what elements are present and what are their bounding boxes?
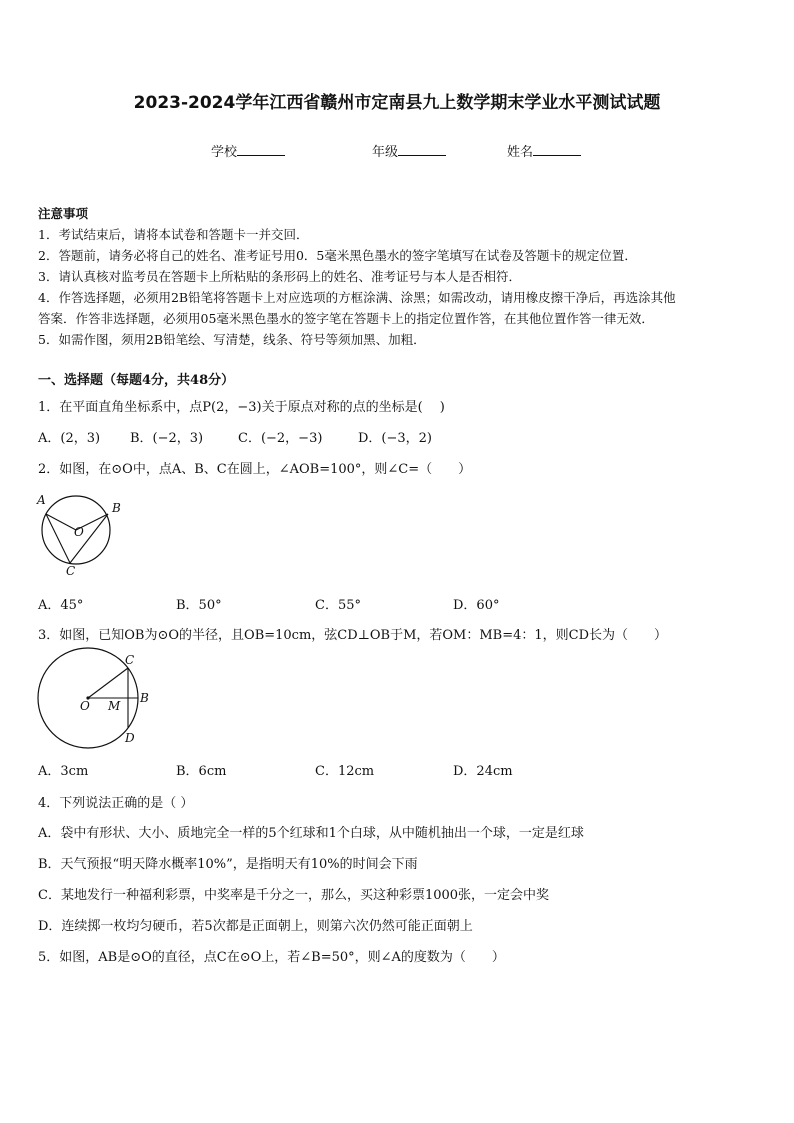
q3-segment-oc [88,668,128,698]
q1-option-a: A．(2，3) [38,431,101,446]
q2-option-b: B．50° [176,598,222,613]
q3-option-d: D．24cm [453,764,513,779]
name-field: 姓名 [507,141,581,160]
grade-blank [398,143,446,156]
q3-label-o: O [80,699,90,713]
note-item: 2．答题前，请务必将自己的姓名、准考证号用0．5毫米黑色墨水的签字笔填写在试卷及答题卡的规定位置． [38,248,637,263]
q2-label-a: A [37,493,46,507]
q2-circle-figure [34,488,124,578]
school-blank [237,143,285,156]
q2-label-o: O [74,525,84,539]
q1-stem: 1．在平面直角坐标系中，点P(2，−3)关于原点对称的点的坐标是( ) [38,400,445,415]
q2-label-c: C [66,564,76,578]
q3-option-b: B．6cm [176,764,227,779]
q2-segment-ac [46,514,70,563]
q3-stem: 3．如图，已知OB为⊙O的半径，且OB=10cm，弦CD⊥OB于M，若OM：MB=4：1，则CD长为（ ） [38,628,668,643]
q1-option-b: B．(−2，3) [130,431,204,446]
q2-option-d: D．60° [453,598,500,613]
exam-title: 2023-2024学年江西省赣州市定南县九上数学期末学业水平测试试题 [133,93,661,113]
q1-option-d: D．(−3，2) [358,431,433,446]
student-info-row [0,141,794,161]
q2-label-b: B [112,501,121,515]
name-blank [533,143,581,156]
q3-label-m: M [108,699,121,713]
q4-option-b: B．天气预报“明天降水概率10%”，是指明天有10%的时间会下雨 [38,857,418,872]
notes-heading: 注意事项 [38,206,89,221]
q4-option-d: D．连续掷一枚均匀硬币，若5次都是正面朝上，则第六次仍然可能正面朝上 [38,919,473,934]
section-heading-choice: 一、选择题（每题4分，共48分） [38,373,235,388]
q2-stem: 2．如图，在⊙O中，点A、B、C在圆上，∠AOB=100°，则∠C=（ ） [38,462,472,477]
grade-field: 年级 [372,141,446,160]
q4-stem: 4．下列说法正确的是（ ） [38,796,194,811]
q5-stem: 5．如图，AB是⊙O的直径，点C在⊙O上，若∠B=50°，则∠A的度数为（ ） [38,950,505,965]
q3-option-c: C．12cm [315,764,375,779]
q1-option-c: C．(−2，−3) [238,431,323,446]
notes-section [38,203,758,350]
note-item: 1．考试结束后，请将本试卷和答题卡一并交回． [38,227,309,242]
q4-option-a: A．袋中有形状、大小、质地完全一样的5个红球和1个白球，从中随机抽出一个球，一定是红球 [38,826,584,841]
q3-label-d: D [125,731,135,745]
note-item: 4．作答选择题，必须用2B铅笔将答题卡上对应选项的方框涂满、涂黑；如需改动，请用橡皮擦干净后，再选涂其他 [38,290,676,305]
note-item: 3．请认真核对监考员在答题卡上所粘贴的条形码上的姓名、准考证号与本人是否相符． [38,269,521,284]
q2-option-a: A．45° [38,598,84,613]
note-item: 5．如需作图，须用2B铅笔绘、写清楚，线条、符号等须加黑、加粗． [38,332,426,347]
school-field: 学校 [211,141,285,160]
q2-option-c: C．55° [315,598,361,613]
q3-circle-figure [36,652,166,752]
q3-label-b: B [140,691,149,705]
note-item: 答案．作答非选择题，必须用05毫米黑色墨水的签字笔在答题卡上的指定位置作答，在其他位置作答一律无效． [38,311,654,326]
q3-option-a: A．3cm [38,764,89,779]
q4-option-c: C．某地发行一种福利彩票，中奖率是千分之一，那么，买这种彩票1000张，一定会中奖 [38,888,550,903]
q3-label-c: C [125,653,135,667]
